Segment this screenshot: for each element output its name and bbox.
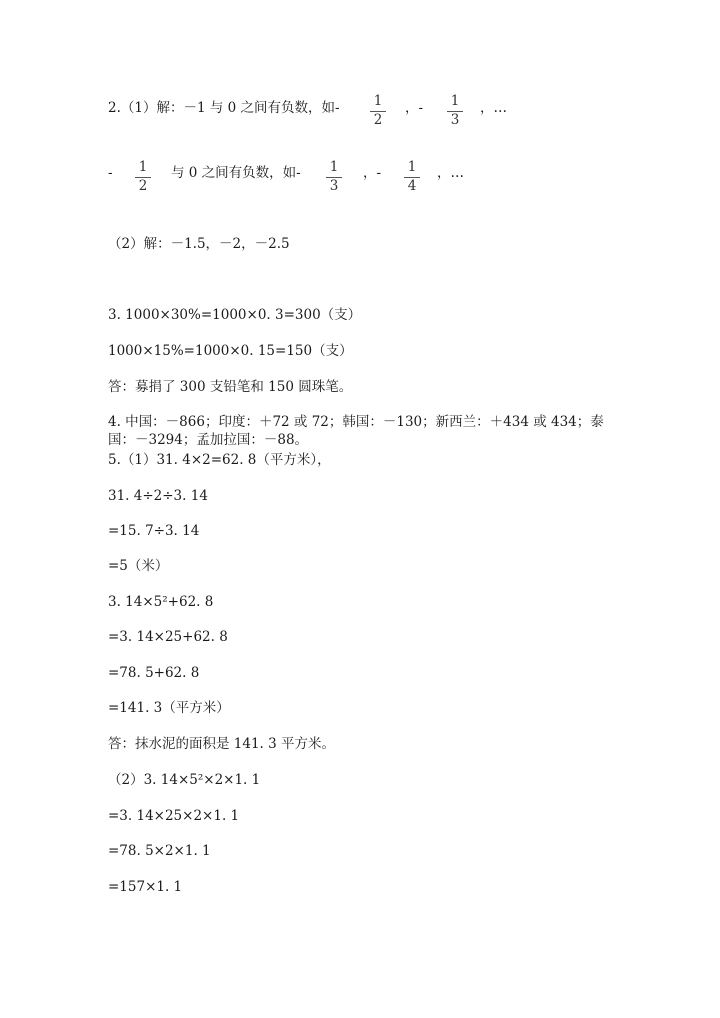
q3-line1: 3. 1000×30%=1000×0. 3=300（支） bbox=[108, 307, 362, 323]
q2-part1-ellipsis: ，… bbox=[480, 100, 507, 116]
fraction-numerator: 1 bbox=[373, 93, 383, 109]
fraction-one-third bbox=[326, 160, 342, 194]
q5-line: =157×1. 1 bbox=[108, 879, 183, 895]
q5-line: （2）3. 14×5²×2×1. 1 bbox=[108, 772, 261, 788]
q2-part1b-ellipsis: ，… bbox=[437, 165, 464, 181]
q5-line: 3. 14×5²+62. 8 bbox=[108, 594, 214, 610]
q5-line: 5.（1）31. 4×2=62. 8（平方米）， bbox=[108, 452, 331, 468]
q2-part1b-separator: ，- bbox=[363, 165, 382, 181]
q4-line2: 国：－3294；孟加拉国：－88。 bbox=[108, 432, 309, 448]
fraction-numerator: 1 bbox=[407, 159, 417, 175]
q2-part1b-minus: - bbox=[108, 165, 113, 181]
q5-line: 31. 4÷2÷3. 14 bbox=[108, 488, 208, 504]
q2-part1b-middle: 与 0 之间有负数，如- bbox=[171, 165, 301, 181]
q2-part1-prefix: 2.（1）解：－1 与 0 之间有负数，如- bbox=[108, 100, 340, 116]
fraction-one-half bbox=[370, 94, 386, 128]
q5-line: =141. 3（平方米） bbox=[108, 700, 230, 716]
q5-line: =78. 5+62. 8 bbox=[108, 665, 200, 681]
q3-line2: 1000×15%=1000×0. 15=150（支） bbox=[108, 343, 353, 359]
fraction-one-half bbox=[135, 160, 151, 194]
fraction-denominator: 3 bbox=[329, 178, 339, 194]
fraction-one-third bbox=[447, 94, 463, 128]
fraction-numerator: 1 bbox=[329, 159, 339, 175]
q2-part2: （2）解：－1.5，－2，－2.5 bbox=[108, 236, 290, 252]
q5-line: =3. 14×25+62. 8 bbox=[108, 629, 228, 645]
fraction-denominator: 4 bbox=[407, 178, 417, 194]
fraction-denominator: 2 bbox=[138, 178, 148, 194]
q5-line: 答：抹水泥的面积是 141. 3 平方米。 bbox=[108, 736, 336, 752]
fraction-denominator: 3 bbox=[450, 112, 460, 128]
fraction-numerator: 1 bbox=[138, 159, 148, 175]
q5-line: =15. 7÷3. 14 bbox=[108, 523, 200, 539]
q4-line1: 4. 中国：－866；印度：＋72 或 72；韩国：－130；新西兰：＋434 或 434；泰 bbox=[108, 414, 604, 430]
q5-line: =78. 5×2×1. 1 bbox=[108, 843, 211, 859]
fraction-denominator: 2 bbox=[373, 112, 383, 128]
q5-line: =3. 14×25×2×1. 1 bbox=[108, 808, 240, 824]
q3-answer: 答：募捐了 300 支铅笔和 150 圆珠笔。 bbox=[108, 379, 353, 395]
fraction-one-quarter bbox=[404, 160, 420, 194]
q2-part1-separator: ，- bbox=[405, 100, 424, 116]
q5-line: =5（米） bbox=[108, 558, 169, 574]
fraction-numerator: 1 bbox=[450, 93, 460, 109]
